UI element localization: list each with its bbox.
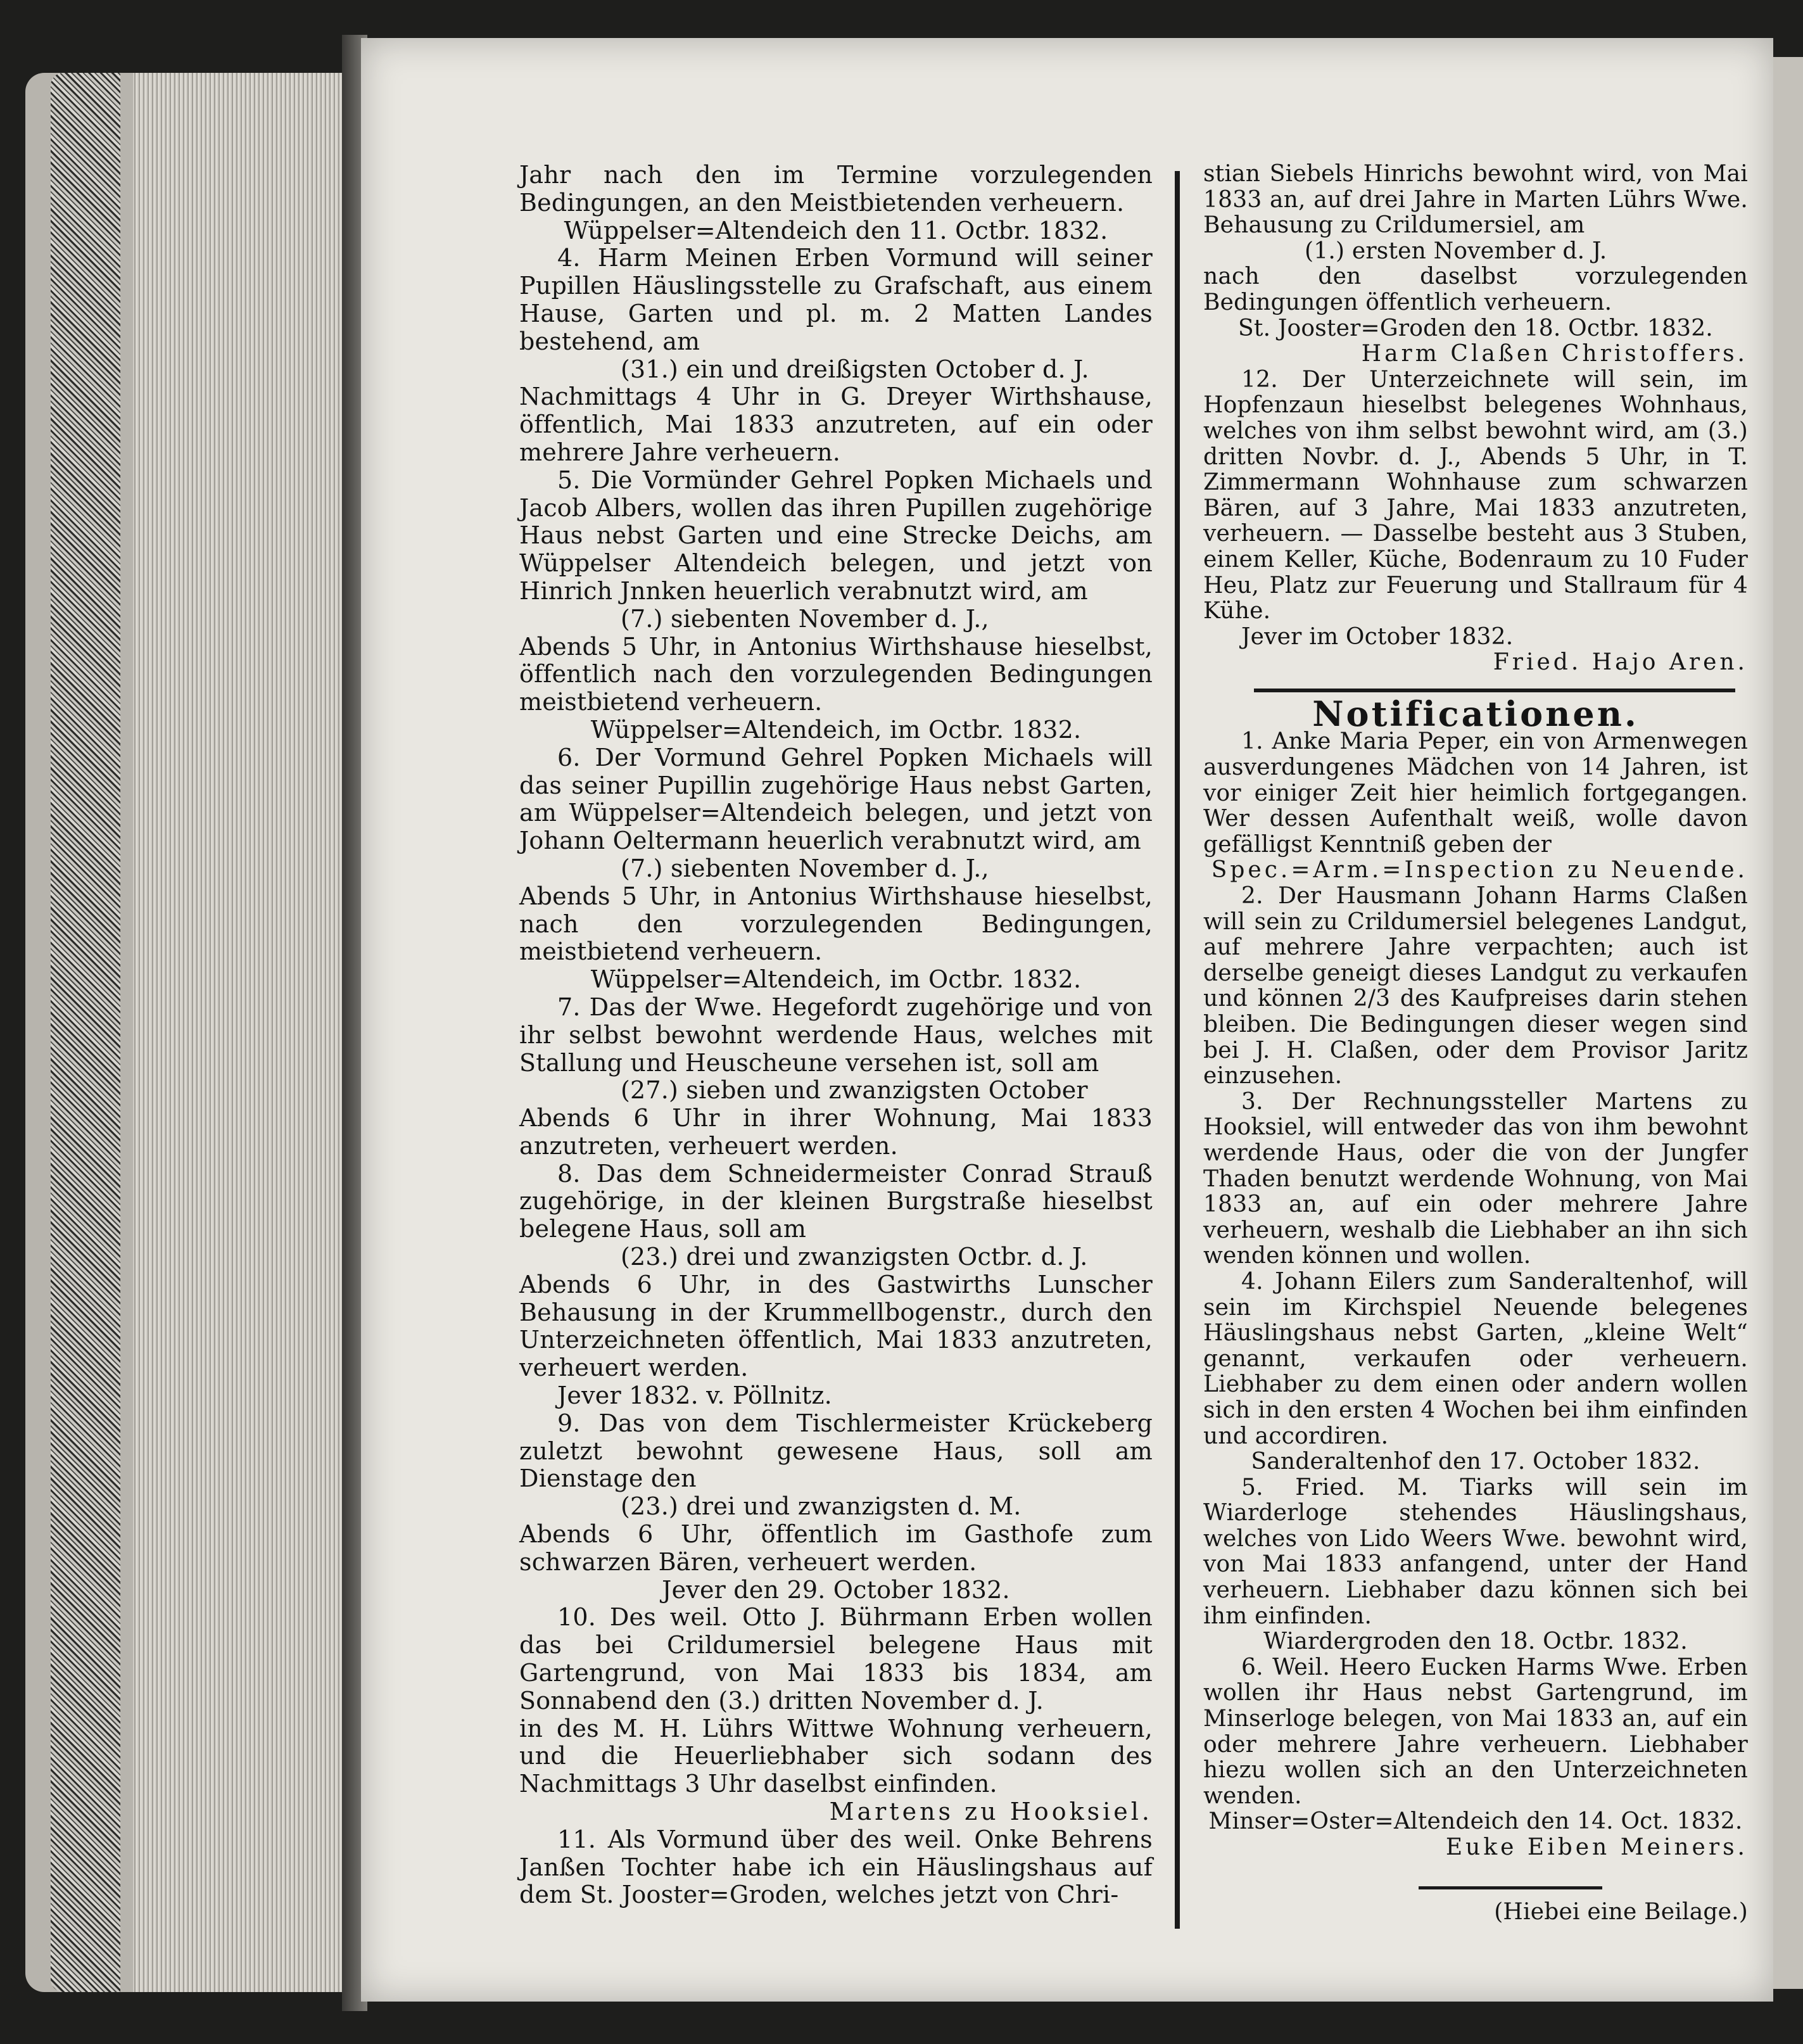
paragraph: (7.) siebenten November d. J., — [621, 604, 989, 633]
printed-page — [361, 38, 1773, 2002]
notifications-list — [1203, 729, 1748, 1860]
paragraph: Abends 6 Uhr, öffentlich im Gasthofe zum schwarzen Bären, verheuert werden. — [519, 1520, 1153, 1576]
paragraph: St. Jooster=Groden den 18. Octbr. 1832. — [1238, 315, 1713, 341]
paragraph: 6. Der Vormund Gehrel Popken Michaels will das seiner Pupillin zugehörige Haus nebst Garten, am Wüppelser=Altendeich belegen, und jetzt von Johann Oeltermann heuerlich verabnutzt wird, am — [519, 743, 1153, 855]
section-heading: Notificationen. — [1312, 693, 1639, 734]
paragraph: Wiardergroden den 18. Octbr. 1832. — [1263, 1628, 1688, 1655]
paragraph: 6. Weil. Heero Eucken Harms Wwe. Erben wollen ihr Haus nebst Gartengrund, im Minserloge belegen, von Mai 1833 an, auf ein oder mehrere Jahre verheuern. Liebhaber hiezu wollen sich an den Unterzeichneten wenden. — [1203, 1654, 1748, 1809]
paragraph: Martens zu Hooksiel. — [829, 1798, 1153, 1826]
paragraph: (23.) drei und zwanzigsten Octbr. d. J. — [621, 1243, 1088, 1271]
paragraph: stian Siebels Hinrichs bewohnt wird, von Mai 1833 an, auf drei Jahre in Marten Lührs Wwe. Behausung zu Crildumersiel, am — [1203, 161, 1748, 239]
paragraph: Abends 6 Uhr, in des Gastwirths Lunscher Behausung in der Krummellbogenstr., durch den Unterzeichneten öffentlich, Mai 1833 anzutreten, verheuert werden. — [519, 1270, 1153, 1382]
paragraph: Jever im October 1832. — [1241, 623, 1514, 650]
left-column — [519, 162, 1153, 1909]
paragraph: Wüppelser=Altendeich, im Octbr. 1832. — [590, 715, 1082, 744]
book-speckled-edge — [51, 73, 120, 1992]
paragraph: 4. Johann Eilers zum Sanderaltenhof, will sein im Kirchspiel Neuende belegenes Häuslingshaus nebst Garten, „kleine Welt“ genannt, verkaufen oder verheuern. Liebhaber zu dem einen oder andern wollen sich in den ersten 4 Wochen bei ihm einfinden und accordiren. — [1203, 1268, 1748, 1449]
paragraph: Sanderaltenhof den 17. October 1832. — [1251, 1449, 1700, 1475]
paragraph: nach den daselbst vorzulegenden Bedingungen öffentlich verheuern. — [1203, 263, 1748, 315]
section-rule — [1254, 689, 1735, 692]
right-column — [1203, 162, 1748, 1925]
paragraph: 2. Der Hausmann Johann Harms Claßen will sein zu Crildumersiel belegenes Landgut, auf mehrere Jahre verpachten; auch ist derselbe geneigt dieses Landgut zu verkaufen und können 2/3 des Kaufpreises darin stehen bleiben. Die Bedingungen dieser wegen sind bei J. H. Claßen, oder dem Provisor Jaritz einzusehen. — [1203, 883, 1748, 1089]
paragraph: (31.) ein und dreißigsten October d. J. — [621, 355, 1089, 383]
supplement-note: (Hiebei eine Beilage.) — [1494, 1898, 1748, 1925]
paragraph: Fried. Hajo Aren. — [1493, 649, 1748, 676]
paragraph: Abends 5 Uhr, in Antonius Wirthshause hieselbst, nach den vorzulegenden Bedingungen, meistbietend verheuern. — [519, 882, 1153, 966]
paragraph: Jahr nach den im Termine vorzulegenden Bedingungen, an den Meistbietenden verheuern. — [519, 161, 1153, 217]
paragraph: (1.) ersten November d. J. — [1305, 238, 1607, 264]
paragraph: 1. Anke Maria Peper, ein von Armenwegen ausverdungenes Mädchen von 14 Jahren, ist vor einiger Zeit hier heimlich fortgegangen. Wer dessen Aufenthalt weiß, wolle davon gefälligst Kenntniß geben der — [1203, 728, 1748, 858]
book-edge — [25, 73, 355, 1992]
paragraph: (23.) drei und zwanzigsten d. M. — [621, 1492, 1022, 1521]
paragraph: Minser=Oster=Altendeich den 14. Oct. 1832. — [1208, 1808, 1743, 1835]
paragraph: 10. Des weil. Otto J. Bührmann Erben wollen das bei Crildumersiel belegene Haus mit Gartengrund, von Mai 1833 bis 1834, am Sonnabend den (3.) dritten November d. J. — [519, 1603, 1153, 1715]
paragraph: Wüppelser=Altendeich den 11. Octbr. 1832. — [564, 216, 1108, 244]
column-divider — [1175, 171, 1180, 1929]
paragraph: 3. Der Rechnungssteller Martens zu Hooksiel, will entweder das von ihm bewohnt werdende Haus, oder die von der Jungfer Thaden benutzt werdende Wohnung, von Mai 1833 an, auf ein oder mehrere Jahre verheuern, weshalb die Liebhaber an ihn sich wenden können und wollen. — [1203, 1088, 1748, 1269]
paragraph: Spec.=Arm.=Inspection zu Neuende. — [1211, 857, 1748, 884]
facing-page-edge — [1770, 57, 1803, 1989]
paragraph: in des M. H. Lührs Wittwe Wohnung verheuern, und die Heuerliebhaber sich sodann des Nachmittags 3 Uhr daselbst einfinden. — [519, 1714, 1153, 1798]
paragraph: Harm Claßen Christoffers. — [1361, 341, 1748, 367]
paragraph: Jever den 29. October 1832. — [662, 1575, 1010, 1604]
paragraph: 9. Das von dem Tischlermeister Krückeberg zuletzt bewohnt gewesene Haus, soll am Dienstage den — [519, 1409, 1153, 1493]
paragraph: Jever 1832. v. Pöllnitz. — [557, 1381, 832, 1410]
paragraph: Wüppelser=Altendeich, im Octbr. 1832. — [590, 965, 1082, 994]
paragraph: Euke Eiben Meiners. — [1445, 1834, 1748, 1860]
end-rule — [1419, 1886, 1602, 1889]
paragraph: Nachmittags 4 Uhr in G. Dreyer Wirthshause, öffentlich, Mai 1833 anzutreten, auf ein oder mehrere Jahre verheuern. — [519, 383, 1153, 466]
paragraph: Abends 6 Uhr in ihrer Wohnung, Mai 1833 anzutreten, verheuert werden. — [519, 1104, 1153, 1160]
paragraph: 11. Als Vormund über des weil. Onke Behrens Janßen Tochter habe ich ein Häuslingshaus auf dem St. Jooster=Groden, welches jetzt von Chri- — [519, 1825, 1153, 1909]
paragraph: 8. Das dem Schneidermeister Conrad Strauß zugehörige, in der kleinen Burgstraße hieselbst belegene Haus, soll am — [519, 1159, 1153, 1243]
paragraph: 12. Der Unterzeichnete will sein, im Hopfenzaun hieselbst belegenes Wohnhaus, welches von ihm selbst bewohnt wird, am (3.) dritten Novbr. d. J., Abends 5 Uhr, in T. Zimmermann Wohnhause zum schwarzen Bären, auf 3 Jahre, Mai 1833 anzutreten, verheuern. — Dasselbe besteht aus 3 Stuben, einem Keller, Küche, Bodenraum zu 10 Fuder Heu, Platz zur Feuerung und Stallraum für 4 Kühe. — [1203, 366, 1748, 625]
paragraph: (7.) siebenten November d. J., — [621, 854, 989, 882]
paragraph: 5. Die Vormünder Gehrel Popken Michaels und Jacob Albers, wollen das ihren Pupillen zugehörige Haus nebst Garten und eine Strecke Deichs, am Wüppelser Altendeich belegen, und jetzt von Hinrich Jnnken heuerlich verabnutzt wird, am — [519, 466, 1153, 605]
right-column-announcements — [1203, 162, 1748, 676]
paragraph: Abends 5 Uhr, in Antonius Wirthshause hieselbst, öffentlich nach den vorzulegenden Bedingungen meistbietend verheuern. — [519, 632, 1153, 716]
paragraph: 4. Harm Meinen Erben Vormund will seiner Pupillen Häuslingsstelle zu Grafschaft, aus einem Hause, Garten und pl. m. 2 Matten Landes bestehend, am — [519, 244, 1153, 355]
paragraph: 7. Das der Wwe. Hegefordt zugehörige und von ihr selbst bewohnt werdende Haus, welches mit Stallung und Heuscheune versehen ist, soll am — [519, 993, 1153, 1077]
book-page-leaves — [133, 73, 348, 1992]
paragraph: 5. Fried. M. Tiarks will sein im Wiarderloge stehendes Häuslingshaus, welches von Lido Weers Wwe. bewohnt wird, von Mai 1833 anfangend, unter der Hand verheuern. Liebhaber dazu können sich bei ihm einfinden. — [1203, 1474, 1748, 1629]
paragraph: (27.) sieben und zwanzigsten October — [621, 1076, 1088, 1105]
